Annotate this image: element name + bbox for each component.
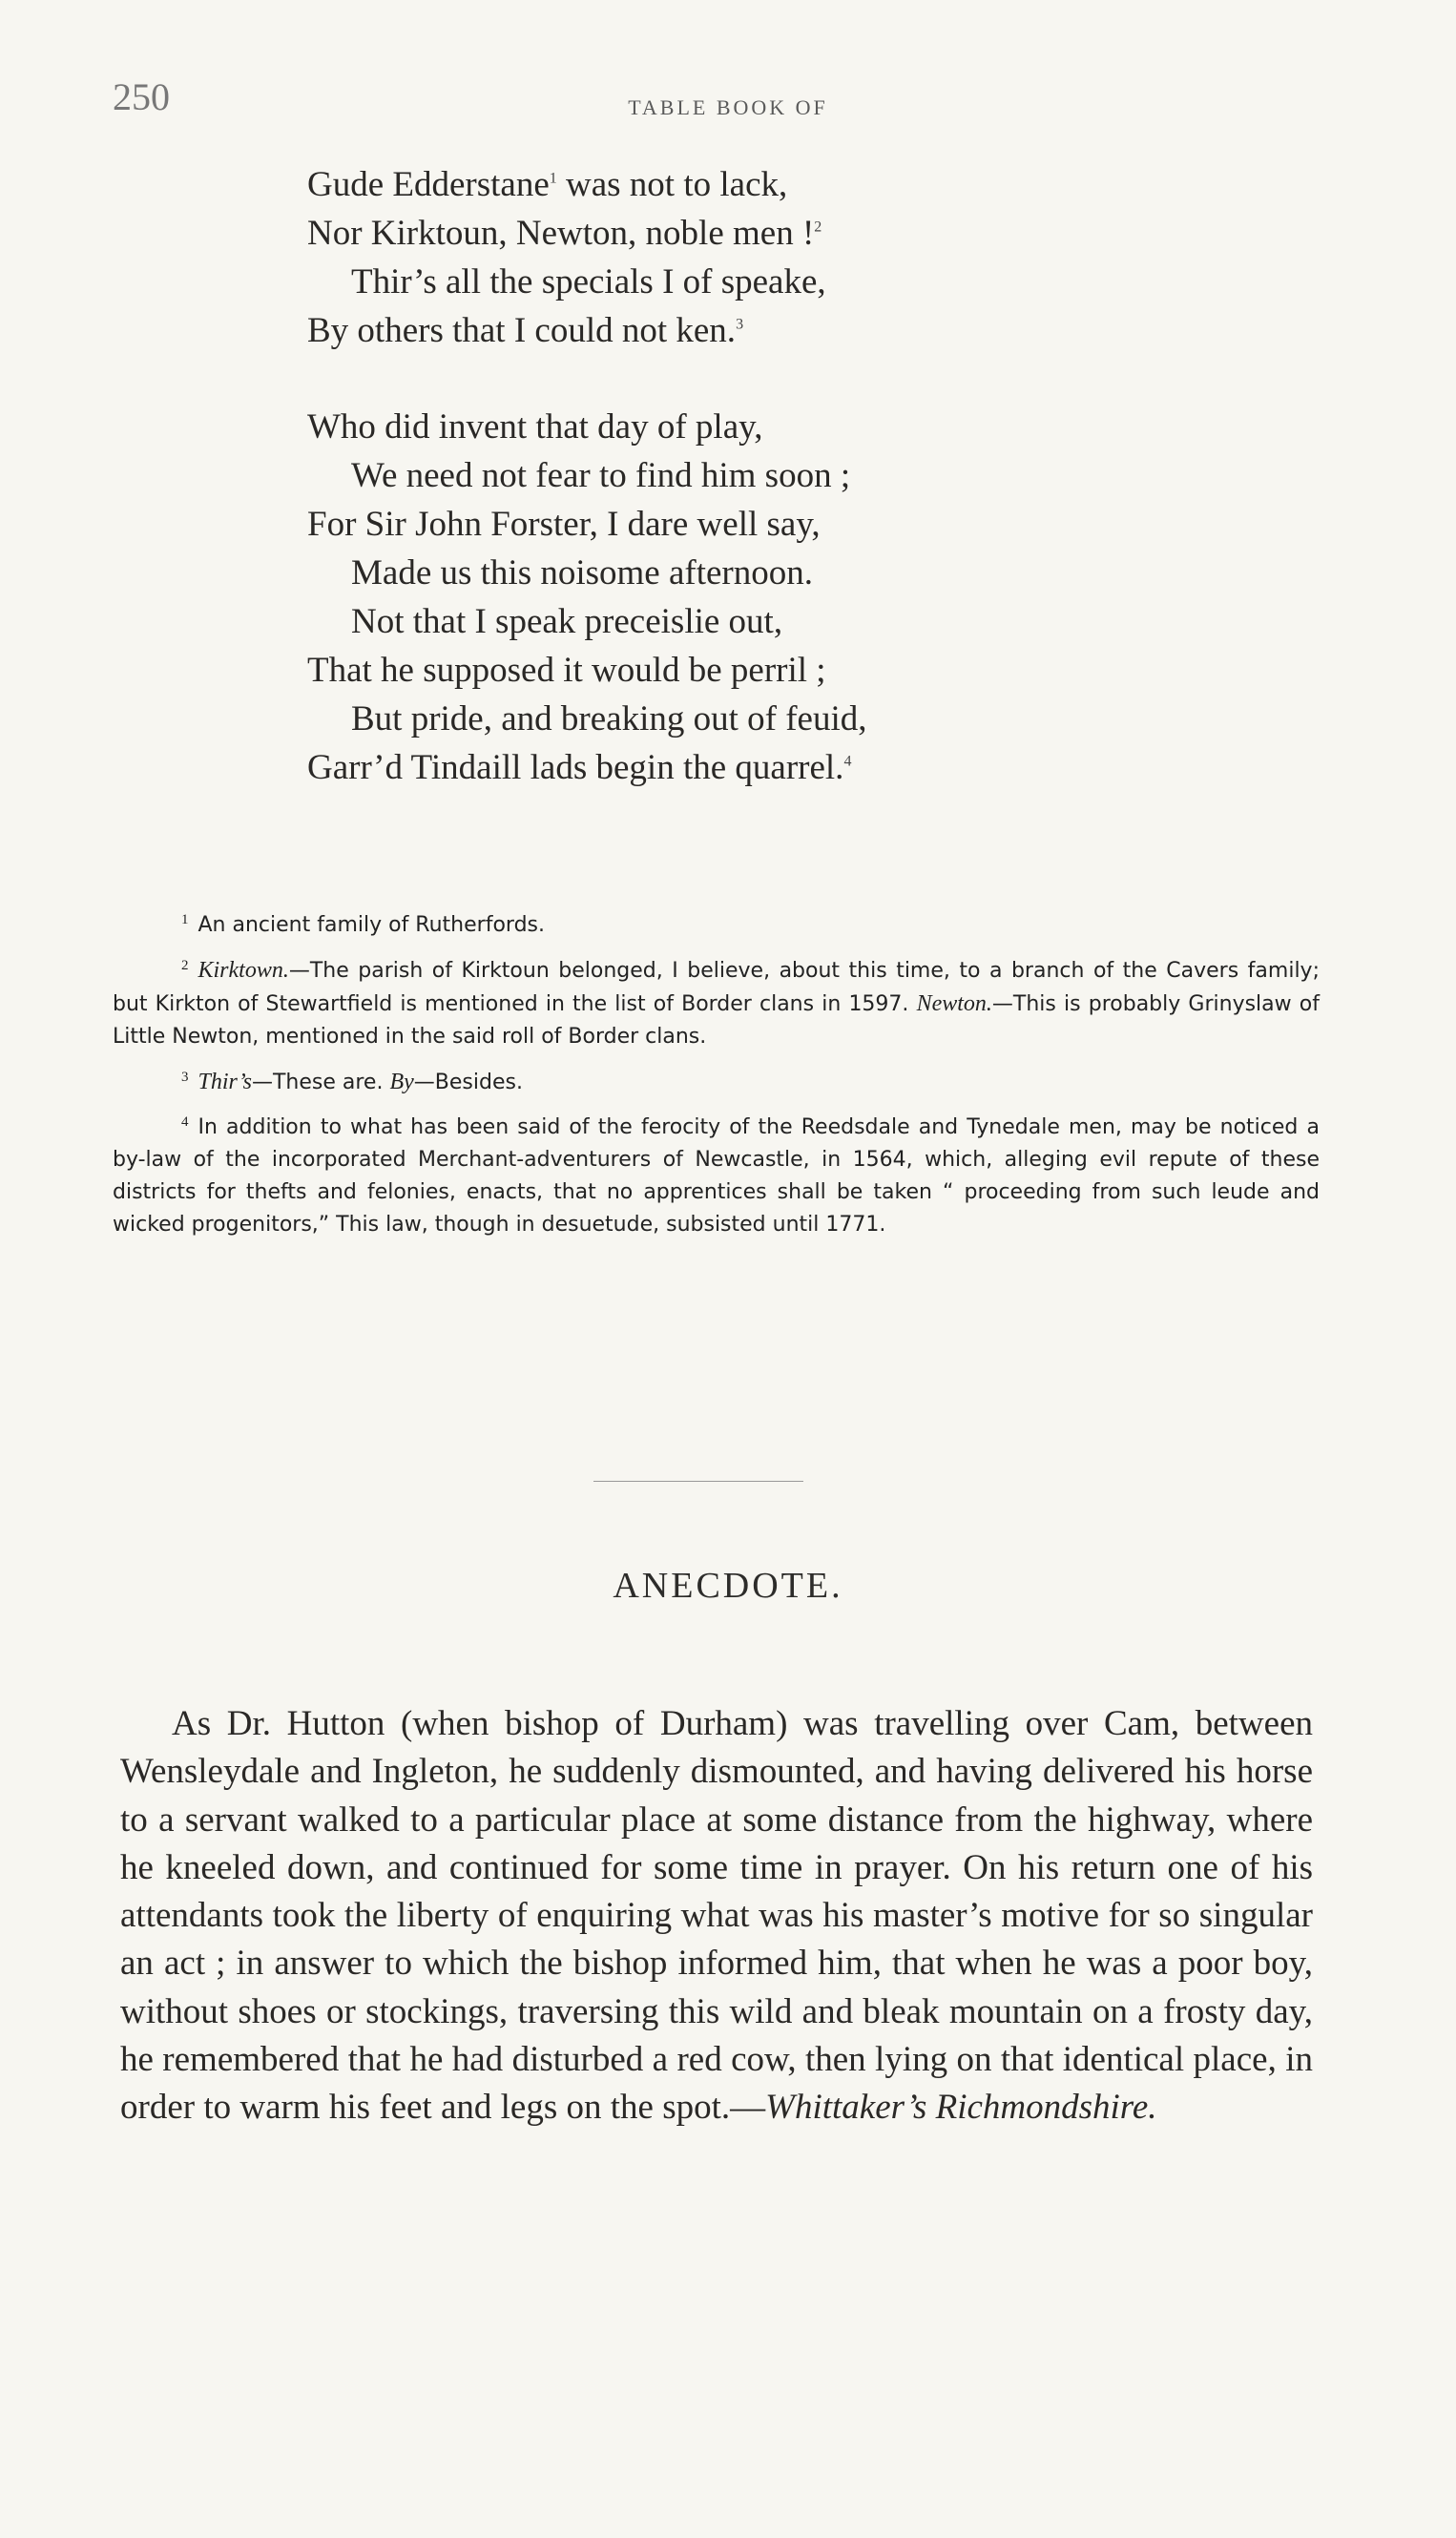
page-number: 250 bbox=[113, 75, 170, 118]
poem-line: We need not fear to find him soon ; bbox=[351, 456, 851, 495]
poem-line: That he supposed it would be perril ; bbox=[307, 651, 826, 690]
footnote-reference: 1 bbox=[549, 170, 557, 187]
poem-line: But pride, and breaking out of feuid, bbox=[351, 699, 867, 739]
footnote-mark: 4 bbox=[181, 1113, 189, 1130]
anecdote-source: Whittaker’s Richmondshire. bbox=[765, 2088, 1157, 2128]
footnote-reference: 4 bbox=[843, 753, 852, 770]
footnote: $^1$ An ancient family of Rutherfords. bbox=[181, 911, 545, 937]
poem-line: By others that I could not ken.$^3$ bbox=[307, 311, 744, 350]
poem bbox=[307, 160, 866, 792]
poem-stanza bbox=[307, 160, 866, 355]
footnote-reference: 2 bbox=[814, 218, 822, 236]
poem-line: Not that I speak preceislie out, bbox=[351, 602, 783, 641]
poem-line: For Sir John Forster, I dare well say, bbox=[307, 505, 821, 544]
footnote-reference: 3 bbox=[736, 316, 744, 333]
footnote: $^2$ Kirktown.—The parish of Kirktoun belonged, I believe, about this time, to a branch of the Cavers family; but Kirkton of Stewartfield is mentioned in the list of Border clans in 1597. Newton.—This is probably Grinyslaw of Little Newton, mentioned in the said roll of Border clans. bbox=[113, 957, 1320, 1049]
footnote: $^4$ In addition to what has been said of the ferocity of the Reedsdale and Tynedale men, may be noticed a by-law of the incorporated Merchant-adventurers of Newcastle, in 1564, which, alleging evil repute of these districts for thefts and felonies, enacts, that no apprentices shall be taken “ proceeding from such leude and wicked progenitors,” This law, though in desuetude, subsisted until 1771. bbox=[113, 1113, 1320, 1237]
section-heading: ANECDOTE. bbox=[613, 1566, 843, 1606]
poem-line: Made us this noisome afternoon. bbox=[351, 553, 813, 593]
anecdote-body: As Dr. Hutton (when bishop of Durham) was travelling over Cam, between Wensleydale and Ingleton, he suddenly dismounted, and having delivered his horse to a servant walked to a particular place at some distance from the highway, where he kneeled down, and continued for some time in prayer. On his return one of his attendants took the liberty of enquiring what was his master’s motive for so singular an act ; in answer to which the bishop informed him, that when he was a poor boy, without shoes or stockings, traversing this wild and bleak mountain on a frosty day, he remembered that he had disturbed a red cow, then lying on that identical place, in order to warm his feet and legs on the spot.— bbox=[120, 1704, 1313, 2128]
poem-stanza bbox=[307, 403, 866, 792]
anecdote-paragraph bbox=[120, 1700, 1313, 2132]
footnote-mark: 1 bbox=[181, 911, 189, 927]
poem-line: Nor Kirktoun, Newton, noble men !$^2$ bbox=[307, 214, 822, 253]
footnote-mark: 3 bbox=[181, 1069, 189, 1085]
footnote-mark: 2 bbox=[181, 957, 189, 973]
page-header bbox=[0, 74, 1456, 122]
running-title: TABLE BOOK OF bbox=[628, 95, 828, 119]
section-divider bbox=[593, 1481, 803, 1482]
footnote: $^3$ Thir’s—These are. By—Besides. bbox=[181, 1069, 523, 1094]
poem-line: Gude Edderstane$^1$ was not to lack, bbox=[307, 165, 788, 204]
footnotes bbox=[113, 909, 1320, 1254]
poem-line: Garr’d Tindaill lads begin the quarrel.$^4$ bbox=[307, 748, 852, 787]
poem-line: Who did invent that day of play, bbox=[307, 407, 763, 447]
poem-line: Thir’s all the specials I of speake, bbox=[351, 262, 826, 302]
